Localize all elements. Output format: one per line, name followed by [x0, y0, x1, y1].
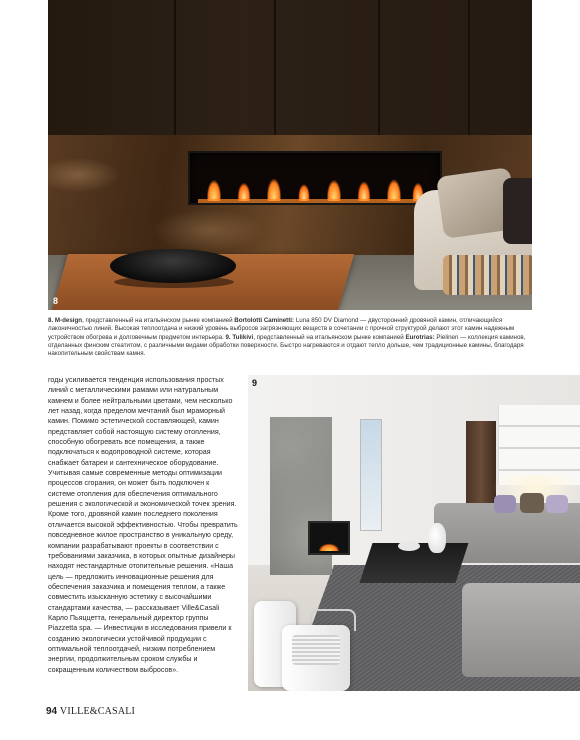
- caption-9-text-b: Pielinen — коллекция каминов, отделанных финским стеатитом, с различными видами обработки поверхности. Быстро нагреваются и отдают тепло дольше, чем традиционные камины, благодаря накопительным свойствам камня.: [48, 333, 526, 358]
- fireplace-photo-8: [48, 0, 532, 310]
- article-body-text: годы усиливается тенденция использования простых линий с металлическими рамами или натуральным камнем и более нейтральными цветами, чем несколько лет назад, когда пределом мечтаний был мраморный камин. Помимо эстетической составляющей, камин представляет собой настоящую систему отопления, способную обогревать все помещения, а также подключаться к водопроводной системе, которая снабжает батареи и сантехническое оборудование. Учитывая самые современные методы оптимизации процессов сгорания, он может быть подключен к системе отопления для обеспечения оптимального решения с экологической и экономической точек зрения. Кроме того, дровяной камин последнего поколения отличается высокой эффективностью. Чтобы превратить повседневное жилое пространство в уникальную среду, компании разрабатывают проекты в соответствии с требованиями заказчика, в которых опытные дизайнеры находят нестандартные отопительные решения. «Наша цель — предложить инновационные решения для обеспечения заказчика и помещения теплом, а также совместить изысканную эстетику с высочайшими стандартами качества, — рассказывает Ville&Casali Карло Пьяццетта, генеральный директор группы Piazzetta spa. — Инвестиции в исследования привели к созданию экологически устойчивой продукции с оптимальной теплоотдачей, низким потреблением энергии, продолжительным сроком службы и сокращенным количеством выбросов».: [48, 376, 238, 674]
- fireplace-opening: [188, 151, 442, 205]
- page-number: 94: [46, 706, 58, 717]
- white-vase: [428, 523, 446, 553]
- white-heater: [282, 625, 350, 691]
- flames: [204, 169, 426, 201]
- wood-wall-panels: [48, 0, 532, 135]
- black-bowl: [110, 249, 236, 283]
- white-bowl: [398, 541, 420, 551]
- stove-fire: [314, 533, 344, 551]
- photo-caption: [48, 317, 532, 358]
- photo-number-9: 9: [252, 378, 258, 388]
- caption-9-brand: Tulikivi: [232, 333, 254, 341]
- photo-number-8: 8: [53, 296, 59, 306]
- caption-9-text-a: , представленный на итальянском рынке компанией: [253, 333, 406, 341]
- caption-9-company: Eurotrias:: [405, 333, 435, 341]
- dark-pillow: [503, 178, 532, 244]
- striped-throw: [443, 255, 532, 295]
- caption-8-number: 8.: [48, 317, 54, 324]
- caption-8-company: Bortolotti Caminetti:: [234, 317, 295, 324]
- page-footer: [46, 706, 135, 717]
- window: [360, 419, 382, 531]
- stone-stove: [270, 417, 332, 575]
- heater-grille: [292, 635, 340, 665]
- caption-8-brand: M-design: [54, 317, 83, 324]
- magazine-name: VILLE&CASALI: [59, 706, 136, 717]
- caption-9-number: 9.: [225, 333, 231, 341]
- sofa-front: [462, 583, 580, 677]
- fireplace-photo-9: [248, 375, 580, 691]
- shelves: [498, 405, 580, 485]
- caption-8-text-a: , представленный на итальянском рынке компанией: [82, 317, 235, 324]
- stove-door: [308, 521, 350, 555]
- caption-8-text-b: Luna 850 DV Diamond — двусторонний дровяной камин, отличающийся лаконичностью линий. Высокая теплоотдача и низкий уровень выбросов загрязняющих веществ в сочетании с прочной структурой делают этот камин надежным устройством обогрева и долговечным предметом интерьера.: [48, 317, 515, 341]
